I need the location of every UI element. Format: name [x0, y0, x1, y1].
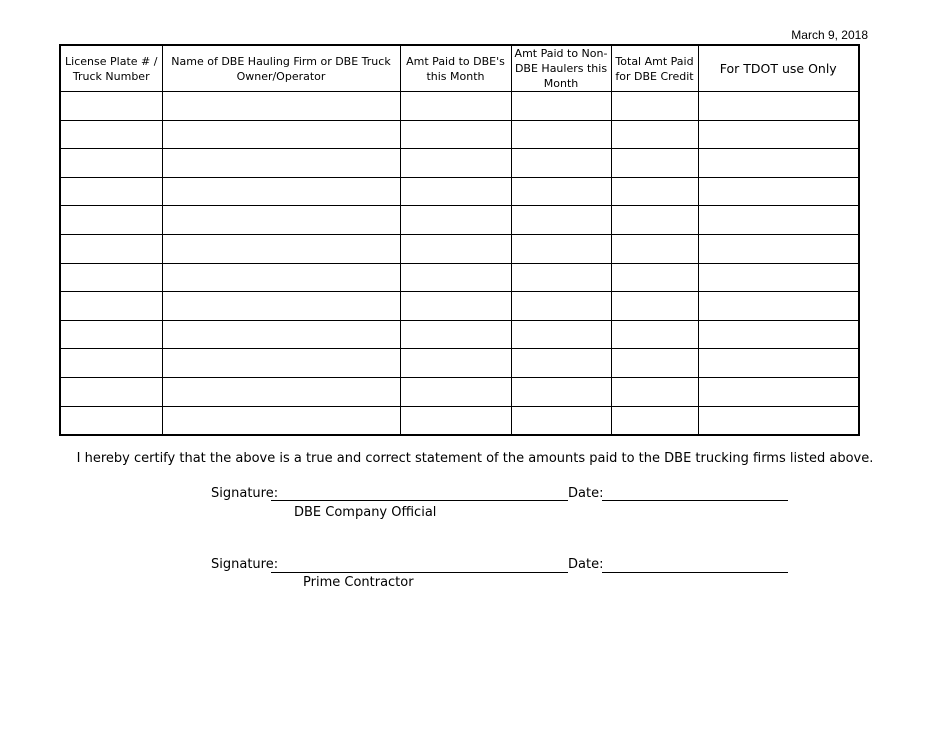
- cell-total-amt-paid[interactable]: [611, 234, 698, 263]
- cell-tdot-use[interactable]: [698, 92, 859, 121]
- cell-total-amt-paid[interactable]: [611, 292, 698, 321]
- cell-amt-paid-non-dbe[interactable]: [511, 349, 611, 378]
- document-date: March 9, 2018: [791, 28, 868, 42]
- cell-amt-paid-dbe[interactable]: [400, 349, 511, 378]
- cell-amt-paid-non-dbe[interactable]: [511, 292, 611, 321]
- table-row: [60, 149, 859, 178]
- cell-license-plate[interactable]: [60, 377, 162, 406]
- cell-amt-paid-dbe[interactable]: [400, 377, 511, 406]
- date-label-official: Date:: [568, 486, 604, 501]
- cell-firm-name[interactable]: [162, 149, 400, 178]
- cell-total-amt-paid[interactable]: [611, 149, 698, 178]
- cell-license-plate[interactable]: [60, 92, 162, 121]
- cell-total-amt-paid[interactable]: [611, 263, 698, 292]
- column-header-amt-paid-dbe: Amt Paid to DBE's this Month: [400, 45, 511, 92]
- date-line-official[interactable]: [602, 500, 788, 501]
- table-row: [60, 206, 859, 235]
- cell-amt-paid-non-dbe[interactable]: [511, 206, 611, 235]
- cell-amt-paid-non-dbe[interactable]: [511, 120, 611, 149]
- cell-license-plate[interactable]: [60, 292, 162, 321]
- cell-tdot-use[interactable]: [698, 406, 859, 435]
- cell-license-plate[interactable]: [60, 406, 162, 435]
- cell-firm-name[interactable]: [162, 349, 400, 378]
- cell-amt-paid-dbe[interactable]: [400, 320, 511, 349]
- signature-label-prime: Signature:: [211, 557, 279, 572]
- cell-tdot-use[interactable]: [698, 149, 859, 178]
- table-row: [60, 177, 859, 206]
- cell-firm-name[interactable]: [162, 120, 400, 149]
- table-row: [60, 406, 859, 435]
- cell-amt-paid-non-dbe[interactable]: [511, 263, 611, 292]
- table-row: [60, 120, 859, 149]
- column-header-license-plate: License Plate # / Truck Number: [60, 45, 162, 92]
- table-row: [60, 292, 859, 321]
- cell-license-plate[interactable]: [60, 149, 162, 178]
- cell-license-plate[interactable]: [60, 234, 162, 263]
- cell-license-plate[interactable]: [60, 120, 162, 149]
- cell-amt-paid-non-dbe[interactable]: [511, 234, 611, 263]
- cell-amt-paid-dbe[interactable]: [400, 92, 511, 121]
- role-label-dbe-official: DBE Company Official: [294, 505, 437, 520]
- cell-tdot-use[interactable]: [698, 349, 859, 378]
- cell-firm-name[interactable]: [162, 177, 400, 206]
- cell-amt-paid-non-dbe[interactable]: [511, 149, 611, 178]
- cell-amt-paid-non-dbe[interactable]: [511, 377, 611, 406]
- cell-firm-name[interactable]: [162, 377, 400, 406]
- cell-amt-paid-dbe[interactable]: [400, 120, 511, 149]
- cell-tdot-use[interactable]: [698, 206, 859, 235]
- cell-total-amt-paid[interactable]: [611, 120, 698, 149]
- cell-total-amt-paid[interactable]: [611, 177, 698, 206]
- cell-amt-paid-non-dbe[interactable]: [511, 177, 611, 206]
- cell-tdot-use[interactable]: [698, 177, 859, 206]
- column-header-tdot-use: For TDOT use Only: [698, 45, 859, 92]
- cell-total-amt-paid[interactable]: [611, 377, 698, 406]
- cell-firm-name[interactable]: [162, 292, 400, 321]
- cell-license-plate[interactable]: [60, 320, 162, 349]
- column-header-firm-name: Name of DBE Hauling Firm or DBE Truck Owner/Operator: [162, 45, 400, 92]
- signature-line-official[interactable]: [271, 500, 568, 501]
- cell-firm-name[interactable]: [162, 206, 400, 235]
- cell-license-plate[interactable]: [60, 177, 162, 206]
- cell-firm-name[interactable]: [162, 406, 400, 435]
- cell-tdot-use[interactable]: [698, 234, 859, 263]
- cell-firm-name[interactable]: [162, 234, 400, 263]
- date-label-prime: Date:: [568, 557, 604, 572]
- table-header-row: [60, 45, 859, 92]
- column-header-amt-paid-non-dbe: Amt Paid to Non-DBE Haulers this Month: [511, 45, 611, 92]
- table-row: [60, 92, 859, 121]
- cell-amt-paid-dbe[interactable]: [400, 406, 511, 435]
- cell-tdot-use[interactable]: [698, 377, 859, 406]
- cell-total-amt-paid[interactable]: [611, 206, 698, 235]
- cell-license-plate[interactable]: [60, 206, 162, 235]
- cell-tdot-use[interactable]: [698, 320, 859, 349]
- cell-total-amt-paid[interactable]: [611, 349, 698, 378]
- hauling-payments-table: [59, 44, 860, 436]
- cell-tdot-use[interactable]: [698, 292, 859, 321]
- cell-amt-paid-dbe[interactable]: [400, 263, 511, 292]
- table-row: [60, 320, 859, 349]
- table-row: [60, 234, 859, 263]
- cell-amt-paid-dbe[interactable]: [400, 177, 511, 206]
- cell-total-amt-paid[interactable]: [611, 92, 698, 121]
- cell-amt-paid-dbe[interactable]: [400, 234, 511, 263]
- cell-total-amt-paid[interactable]: [611, 320, 698, 349]
- cell-amt-paid-non-dbe[interactable]: [511, 320, 611, 349]
- certification-statement: I hereby certify that the above is a true and correct statement of the amounts paid to the DBE trucking firms listed above.: [76, 451, 874, 466]
- table-body: [60, 92, 859, 436]
- date-line-prime[interactable]: [602, 572, 788, 573]
- cell-amt-paid-dbe[interactable]: [400, 206, 511, 235]
- cell-tdot-use[interactable]: [698, 263, 859, 292]
- cell-license-plate[interactable]: [60, 263, 162, 292]
- cell-tdot-use[interactable]: [698, 120, 859, 149]
- cell-firm-name[interactable]: [162, 263, 400, 292]
- table-row: [60, 349, 859, 378]
- cell-total-amt-paid[interactable]: [611, 406, 698, 435]
- signature-label-official: Signature:: [211, 486, 279, 501]
- cell-firm-name[interactable]: [162, 92, 400, 121]
- cell-firm-name[interactable]: [162, 320, 400, 349]
- cell-license-plate[interactable]: [60, 349, 162, 378]
- role-label-prime-contractor: Prime Contractor: [303, 575, 414, 590]
- signature-line-prime[interactable]: [271, 572, 568, 573]
- table-row: [60, 263, 859, 292]
- cell-amt-paid-dbe[interactable]: [400, 149, 511, 178]
- table-row: [60, 377, 859, 406]
- cell-amt-paid-dbe[interactable]: [400, 292, 511, 321]
- cell-amt-paid-non-dbe[interactable]: [511, 92, 611, 121]
- column-header-total-amt-paid: Total Amt Paid for DBE Credit: [611, 45, 698, 92]
- cell-amt-paid-non-dbe[interactable]: [511, 406, 611, 435]
